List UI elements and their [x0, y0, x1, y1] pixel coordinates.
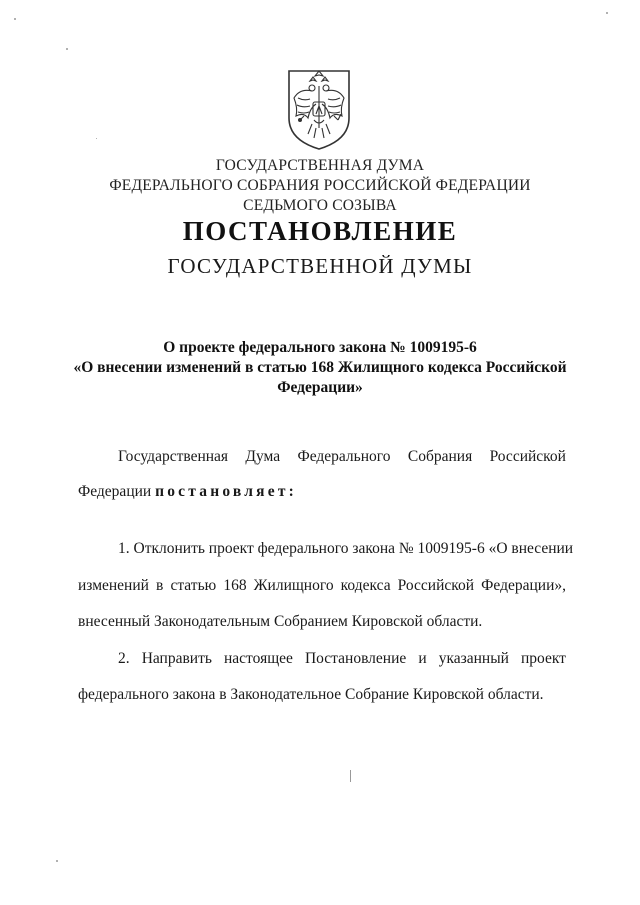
scan-speck: [66, 48, 68, 50]
issuer-header: [0, 156, 640, 216]
scan-speck: [56, 860, 58, 862]
subject-line-1: О проекте федерального закона № 1009195-6: [163, 339, 477, 356]
item-1-word: 168: [223, 577, 247, 594]
item-1-word: Жилищного: [253, 577, 334, 594]
preamble-word: Собрания: [407, 448, 473, 465]
item-2-line-1: [118, 650, 566, 668]
item-1-line-3: внесенный Законодательным Собранием Кировской области.: [78, 613, 483, 630]
scan-speck: [14, 18, 16, 20]
item-2-line-2: федерального закона в Законодательное Собрание Кировской области.: [78, 686, 544, 703]
scan-speck: [606, 12, 608, 14]
item-2-word: Направить: [141, 650, 212, 667]
document-type-title: ПОСТАНОВЛЕНИЕ: [182, 216, 458, 246]
preamble-word: Российской: [489, 448, 566, 465]
item-2-word: проект: [520, 650, 566, 667]
item-1-line-1: 1. Отклонить проект федерального закона № 1009195-6 «О внесении: [118, 540, 574, 557]
scan-speck: [350, 770, 351, 782]
document-subtype-title: ГОСУДАРСТВЕННОЙ ДУМЫ: [167, 254, 473, 278]
item-2-word: настоящее: [224, 650, 293, 667]
scan-speck: [96, 138, 97, 139]
preamble-word: Дума: [245, 448, 281, 465]
item-1-word: Федерации»,: [481, 577, 566, 594]
item-1-word: в: [156, 577, 164, 594]
subject-line-2: «О внесении изменений в статью 168 Жилищного кодекса Российской: [73, 359, 567, 376]
item-1-word: кодекса: [340, 577, 391, 594]
item-2-word: и: [418, 650, 427, 667]
item-2-word: Постановление: [304, 650, 407, 667]
resolves-keyword: постановляет:: [155, 483, 297, 500]
issuer-line-1: ГОСУДАРСТВЕННАЯ ДУМА: [215, 157, 425, 174]
coat-of-arms-icon: [286, 68, 352, 152]
document-subject: [60, 338, 580, 398]
preamble-word: Государственная: [118, 448, 229, 465]
item-2-word: 2.: [118, 650, 130, 667]
item-1-word: Российской: [397, 577, 475, 594]
subject-line-3: Федерации»: [277, 379, 363, 396]
preamble-line-2: [78, 483, 566, 501]
issuer-line-3: СЕДЬМОГО СОЗЫВА: [243, 197, 397, 214]
item-1-word: статью: [170, 577, 217, 594]
item-2-word: указанный: [438, 650, 509, 667]
item-1-line-2: [78, 577, 566, 595]
preamble-line-1: [118, 448, 566, 466]
preamble-word: Федерации: [78, 483, 152, 500]
preamble-word: Федерального: [297, 448, 391, 465]
issuer-line-2: ФЕДЕРАЛЬНОГО СОБРАНИЯ РОССИЙСКОЙ ФЕДЕРАЦИИ: [109, 177, 531, 194]
item-1-word: изменений: [78, 577, 149, 594]
